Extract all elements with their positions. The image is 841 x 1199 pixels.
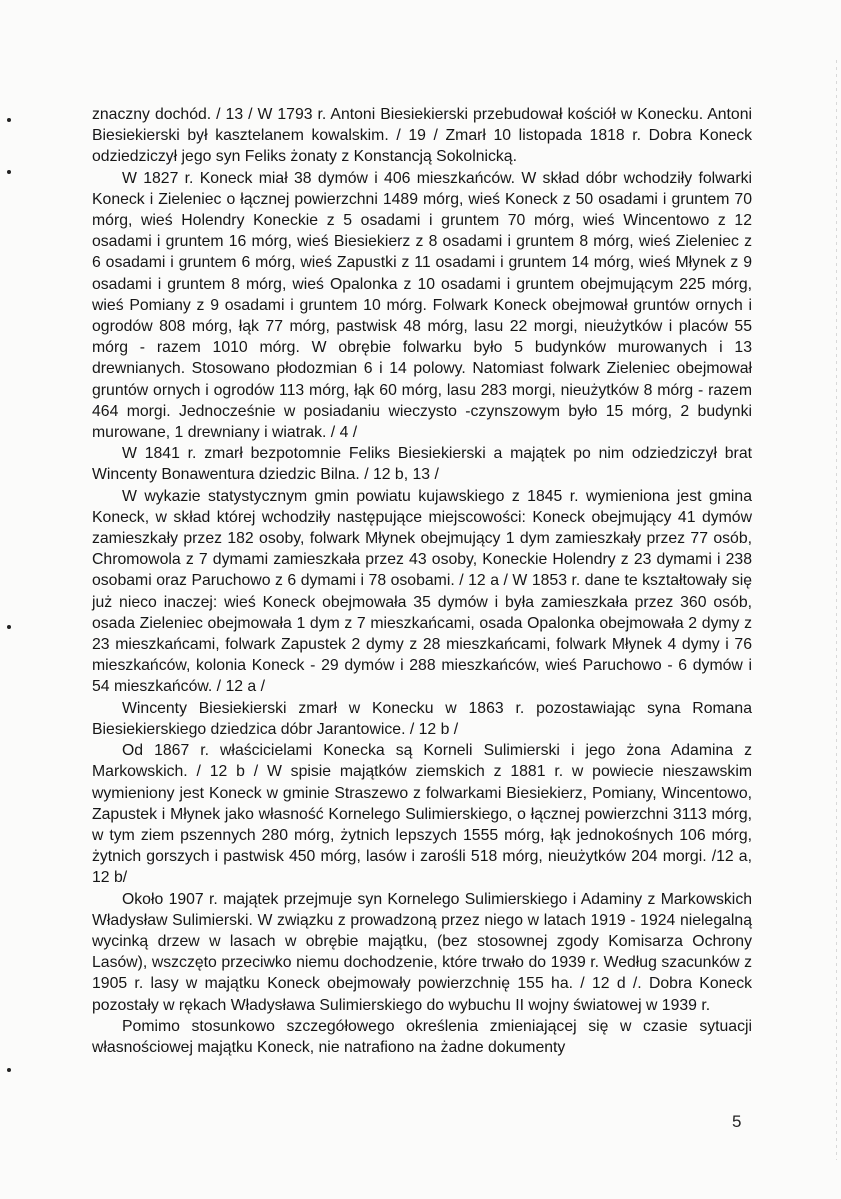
binder-hole-dot — [7, 118, 11, 122]
paragraph: Pomimo stosunkowo szczegółowego określenia zmieniającej się w czasie sytuacji własnościowej majątku Koneck, nie natrafiono na żadne dokumenty — [92, 1017, 752, 1056]
paragraph: Od 1867 r. właścicielami Konecka są Korneli Sulimierski i jego żona Adamina z Markowskich. / 12 b / W spisie majątków ziemskich z 1881 r. w powiecie nieszawskim wymieniony jest Koneck w gminie Straszewo z folwarkami Biesiekierz, Pomiany, Wincentowo, Zapustek i Młynek jako własność Kornelego Sulimierskiego, o łącznej powierzchni 3113 mórg, w tym ziem pszennych 280 mórg, żytnich lepszych 1555 mórg, łąk jednokośnych 106 mórg, żytnich gorszych i pastwisk 450 mórg, lasów i zarośli 518 mórg, nieużytków 204 morgi. /12 a, 12 b/ — [92, 742, 752, 887]
paragraph: Około 1907 r. majątek przejmuje syn Kornelego Sulimierskiego i Adaminy z Markowskich Władysław Sulimierski. W związku z prowadzoną przez niego w latach 1919 - 1924 nielegalną wycinką drzew w lasach w obrębie majątku, (bez stosownej zgody Komisarza Ochrony Lasów), wszczęto przeciwko niemu dochodzenie, które trwało do 1939 r. Według szacunków z 1905 r. lasy w majątku Koneck obejmowały powierzchnię 155 ha. / 12 d /. Dobra Koneck pozostały w rękach Władysława Sulimierskiego do wybuchu II wojny światowej w 1939 r. — [92, 890, 752, 1014]
paragraph: znaczny dochód. / 13 / W 1793 r. Antoni Biesiekierski przebudował kościół w Konecku. Antoni Biesiekierski był kasztelanem kowalskim. / 19 / Zmarł 10 listopada 1818 r. Dobra Koneck odziedziczył jego syn Feliks żonaty z Konstancją Sokolnicką. — [92, 106, 752, 166]
document-body — [92, 104, 752, 1058]
scan-edge-mark — [836, 60, 837, 1160]
paragraph: Wincenty Biesiekierski zmarł w Konecku w 1863 r. pozostawiając syna Romana Biesiekierskiego dziedzica dóbr Jarantowice. / 12 b / — [92, 699, 752, 738]
paragraph: W 1841 r. zmarł bezpotomnie Feliks Biesiekierski a majątek po nim odziedziczył brat Wincenty Bonawentura dziedzic Bilna. / 12 b, 13 / — [92, 445, 752, 484]
binder-hole-dot — [7, 625, 11, 629]
binder-hole-dot — [7, 1068, 11, 1072]
binder-hole-dot — [7, 170, 11, 174]
paragraph: W wykazie statystycznym gmin powiatu kujawskiego z 1845 r. wymieniona jest gmina Koneck, w skład której wchodziły następujące miejscowości: Koneck obejmujący 41 dymów zamieszkały przez 182 osoby, folwark Młynek obejmujący 1 dym zamieszkały przez 77 osób, Chromowola z 7 dymami zamieszkała przez 43 osoby, Koneckie Holendry z 23 dymami i 238 osobami oraz Paruchowo z 6 dymami i 78 osobami. / 12 a / W 1853 r. dane te kształtowały się już nieco inaczej: wieś Koneck obejmowała 35 dymów i była zamieszkała przez 360 osób, osada Zieleniec obejmowała 1 dym z 7 mieszkańcami, osada Opalonka obejmowała 2 dymy z 23 mieszkańcami, folwark Zapustek 2 dymy z 28 mieszkańcami, folwark Młynek 4 dymy i 76 mieszkańców, kolonia Koneck - 29 dymów i 288 mieszkańców, wieś Paruchowo - 6 dymów i 54 mieszkańców. / 12 a / — [92, 487, 752, 696]
paragraph: W 1827 r. Koneck miał 38 dymów i 406 mieszkańców. W skład dóbr wchodziły folwarki Koneck i Zieleniec o łącznej powierzchni 1489 mórg, wieś Koneck z 50 osadami i gruntem 70 mórg, wieś Holendry Koneckie z 5 osadami i gruntem 70 mórg, wieś Wincentowo z 12 osadami i gruntem 16 mórg, wieś Biesiekierz z 8 osadami i gruntem 8 mórg, wieś Zieleniec z 6 osadami i gruntem 6 mórg, wieś Zapustki z 11 osadami i gruntem 14 mórg, wieś Młynek z 9 osadami i gruntem 8 mórg, wieś Opalonka z 10 osadami i gruntem obejmującym 225 mórg, wieś Pomiany z 9 osadami i gruntem 10 mórg. Folwark Koneck obejmował gruntów ornych i ogrodów 808 mórg, łąk 77 mórg, pastwisk 48 mórg, lasu 22 morgi, nieużytków i placów 55 mórg - razem 1010 mórg. W obrębie folwarku było 5 budynków murowanych i 13 drewnianych. Stosowano płodozmian 6 i 14 polowy. Natomiast folwark Zieleniec obejmował gruntów ornych i ogrodów 113 mórg, łąk 60 mórg, lasu 283 morgi, nieużytków 8 mórg - razem 464 morgi. Jednocześnie w posiadaniu wieczysto -czynszowym było 15 mórg, 2 budynki murowane, 1 drewniany i wiatrak. / 4 / — [92, 169, 752, 442]
page-number: 5 — [732, 1112, 742, 1131]
